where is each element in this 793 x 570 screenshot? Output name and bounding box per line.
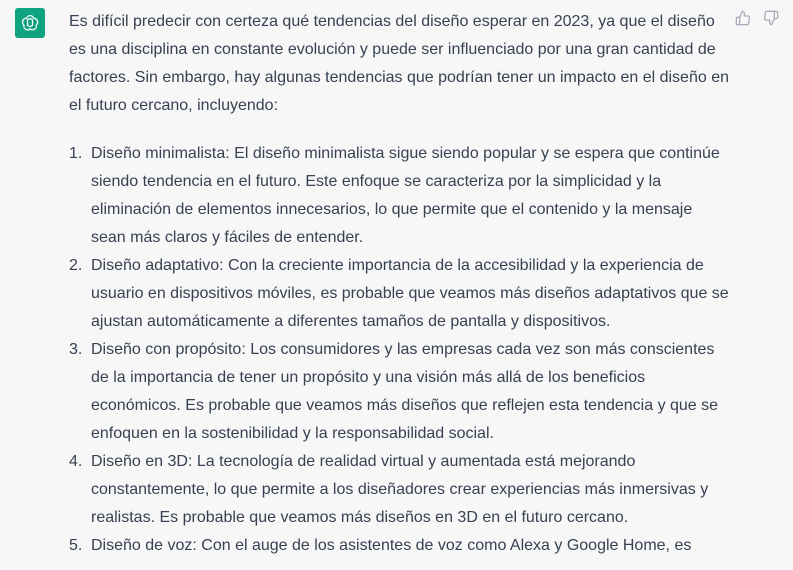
- list-item-number: 2.: [69, 257, 83, 274]
- thumbs-up-icon: [735, 10, 751, 26]
- feedback-buttons: [735, 10, 779, 26]
- intro-paragraph: Es difícil predecir con certeza qué tendencias del diseño esperar en 2023, ya que el diseño es una disciplina en constante evolución y puede ser influenciado por una gran cantidad de factores. Sin embargo, hay algunas tendencias que podrían tener un impacto en el diseño en el futuro cercano, incluyendo:: [69, 13, 729, 114]
- list-item: [69, 448, 729, 532]
- list-item-text: Diseño de voz: Con el auge de los asistentes de voz como Alexa y Google Home, es: [91, 537, 692, 554]
- list-item-number: 4.: [69, 453, 83, 470]
- list-item-number: 1.: [69, 145, 83, 162]
- list-item-text: Diseño con propósito: Los consumidores y las empresas cada vez son más conscientes de la importancia de tener un propósito y una visión más allá de los beneficios económicos. Es probable que veamos más diseños que reflejen esta tendencia y que se enfoquen en la sostenibilidad y la responsabilidad social.: [91, 341, 719, 442]
- list-item-number: 3.: [69, 341, 83, 358]
- trends-list: [69, 140, 729, 560]
- assistant-avatar: [15, 8, 45, 38]
- list-item: [69, 252, 729, 336]
- like-button[interactable]: [735, 10, 751, 26]
- thumbs-down-icon: [763, 10, 779, 26]
- list-item: [69, 532, 729, 560]
- list-item-text: Diseño en 3D: La tecnología de realidad virtual y aumentada está mejorando constantemente, lo que permite a los diseñadores crear experiencias más inmersivas y realistas. Es probable que veamos más diseños en 3D en el futuro cercano.: [91, 453, 709, 526]
- list-item-number: 5.: [69, 537, 83, 554]
- list-item: [69, 336, 729, 448]
- list-item: [69, 140, 729, 252]
- message-content: [69, 8, 729, 560]
- list-item-text: Diseño minimalista: El diseño minimalista sigue siendo popular y se espera que continúe siendo tendencia en el futuro. Este enfoque se caracteriza por la simplicidad y la eliminación de elementos innecesarios, lo que permite que el contenido y la mensaje sean más claros y fáciles de entender.: [91, 145, 720, 246]
- openai-logo-icon: [20, 13, 40, 33]
- dislike-button[interactable]: [763, 10, 779, 26]
- list-item-text: Diseño adaptativo: Con la creciente importancia de la accesibilidad y la experiencia de usuario en dispositivos móviles, es probable que veamos más diseños adaptativos que se ajustan automáticamente a diferentes tamaños de pantalla y dispositivos.: [91, 257, 729, 330]
